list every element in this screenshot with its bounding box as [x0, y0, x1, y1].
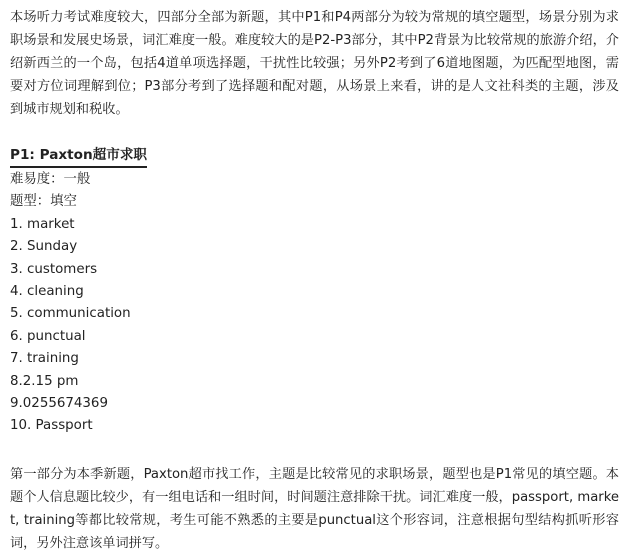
summary-paragraph: 第一部分为本季新题，Paxton超市找工作，主题是比较常见的求职场景，题型也是P1常见的填空题。本题个人信息题比较少，有一组电话和一组时间，时间题注意排除干扰。词汇难度一般，passport, market, training等都比较常规，考生可能不熟悉的主要是punctual这个形容词，注意根据句型结构抓听形容词，另外注意该单词拼写。: [10, 466, 619, 551]
answer-item: 3. customers: [10, 261, 98, 277]
answer-item: 1. market: [10, 216, 75, 232]
answer-item: 8.2.15 pm: [10, 373, 79, 389]
section-title: P1: Paxton超市求职: [10, 145, 147, 168]
answer-item: 2. Sunday: [10, 239, 78, 255]
answer-item: 5. communication: [10, 306, 131, 322]
answer-item: 7. training: [10, 351, 79, 367]
answer-item: 9.0255674369: [10, 396, 108, 412]
answer-item: 10. Passport: [10, 418, 93, 434]
answer-item: 4. cleaning: [10, 284, 84, 300]
answer-block: [10, 169, 619, 438]
intro-paragraph: 本场听力考试难度较大，四部分全部为新题，其中P1和P4两部分为较为常规的填空题型，场景分别为求职场景和发展史场景，词汇难度一般。难度较大的是P2-P3部分，其中P2背景为比较常规的旅游介绍，介绍新西兰的一个岛，包括4道单项选择题，干扰性比较强；另外P2考到了6道地图题，为匹配型地图，需要对方位词理解到位；P3部分考到了选择题和配对题，从场景上来看，讲的是人文社科类的主题，涉及到城市规划和税收。: [10, 10, 619, 117]
answer-item: 6. punctual: [10, 328, 86, 344]
question-type-line: 题型：填空: [10, 194, 77, 210]
difficulty-line: 难易度：一般: [10, 172, 91, 187]
